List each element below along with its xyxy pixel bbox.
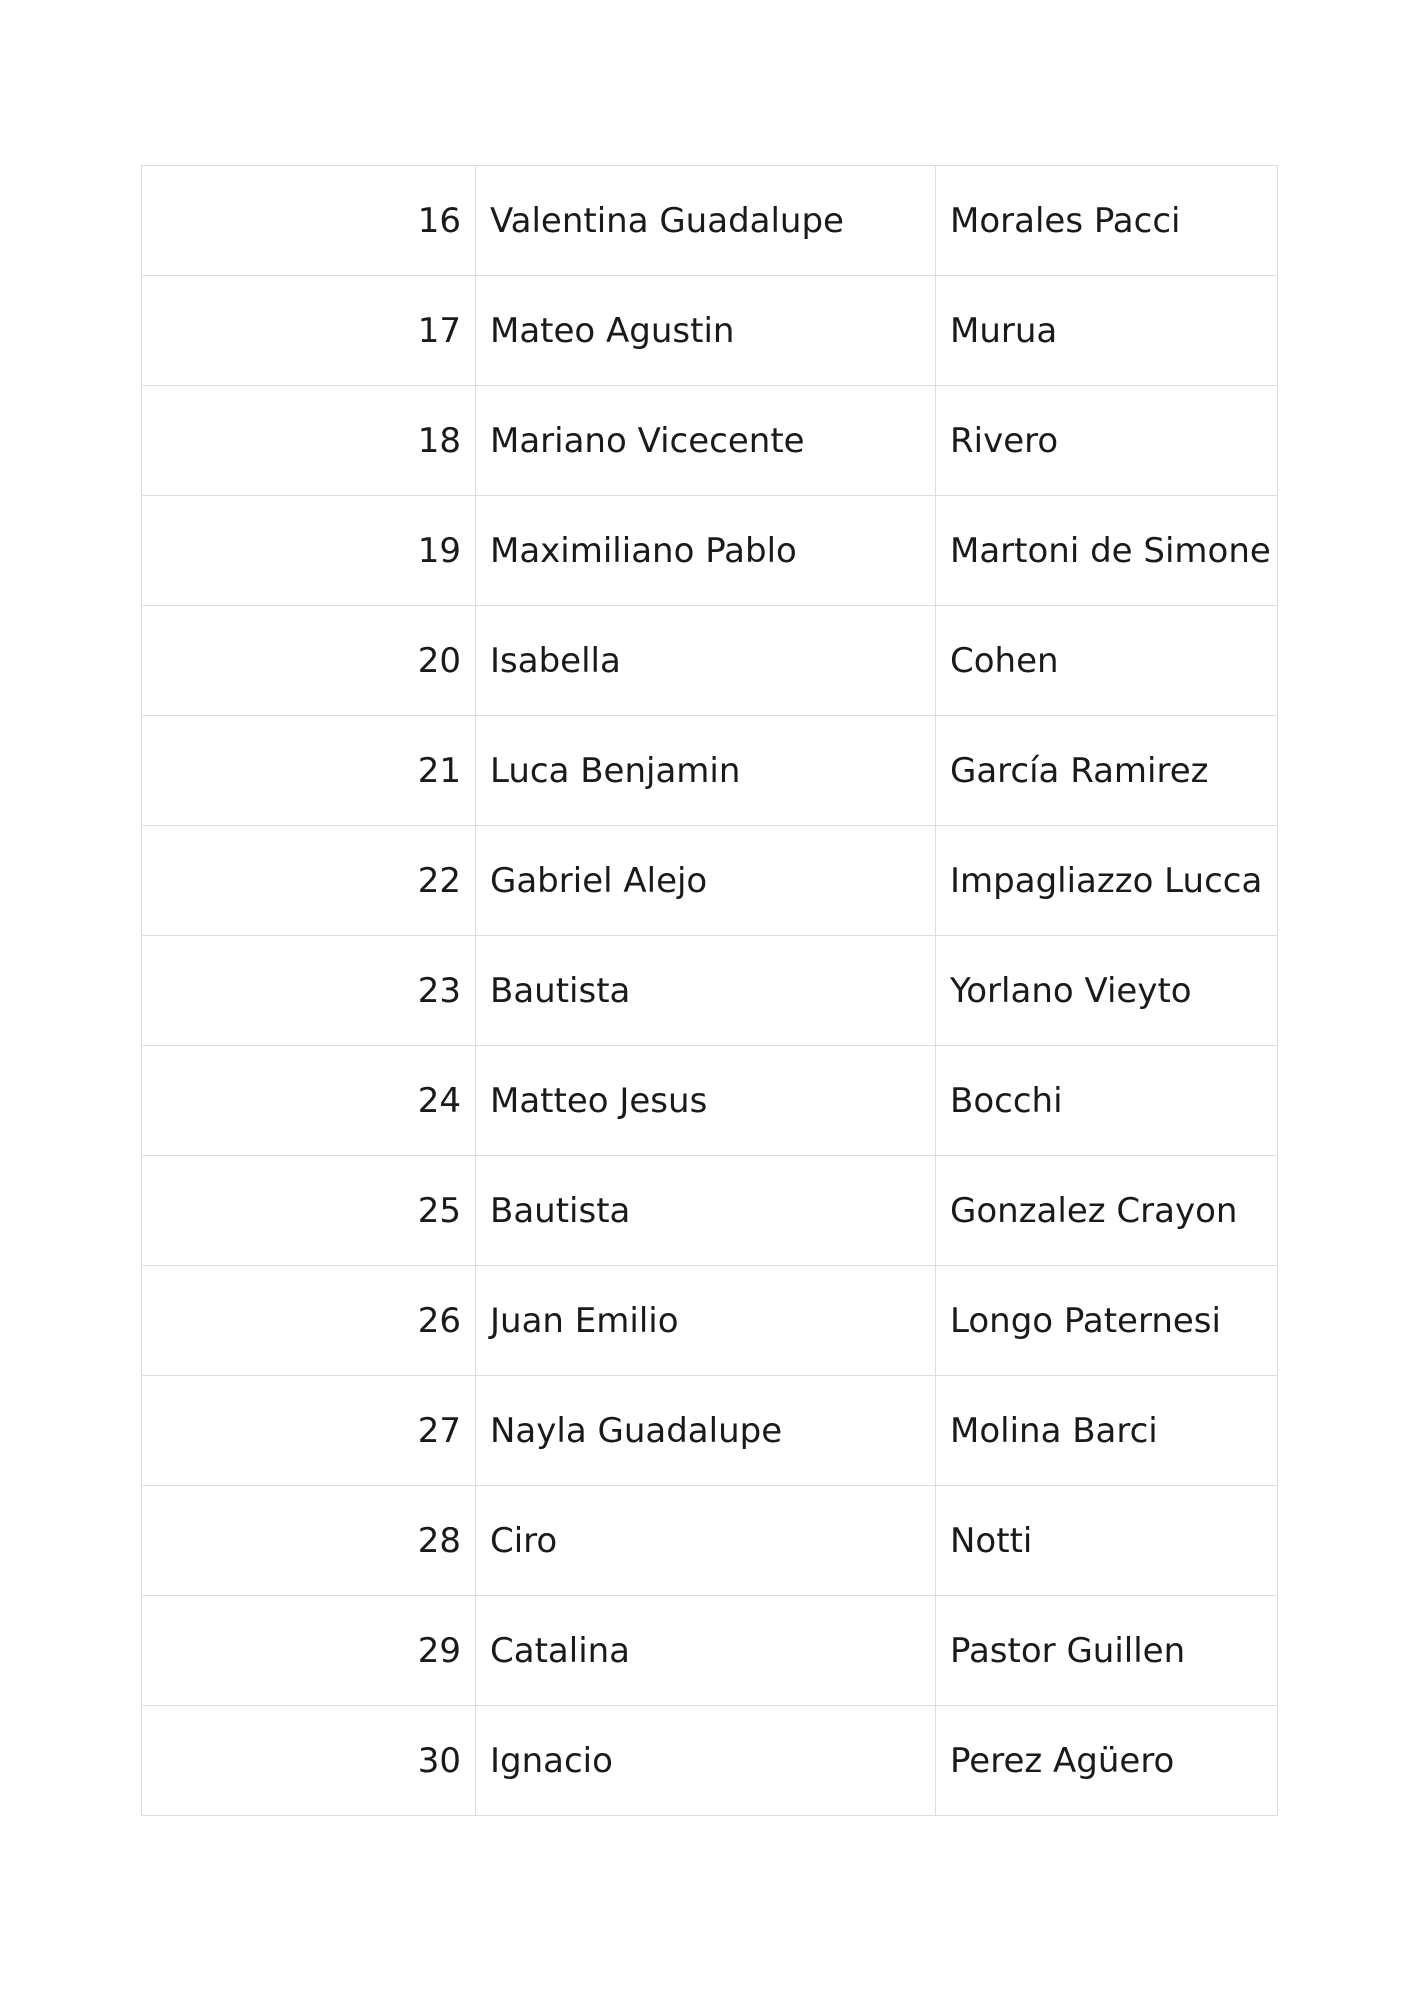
row-number: 26 xyxy=(142,1266,476,1376)
first-name: Nayla Guadalupe xyxy=(476,1376,936,1486)
first-name: Ciro xyxy=(476,1486,936,1596)
row-number: 17 xyxy=(142,276,476,386)
row-number: 19 xyxy=(142,496,476,606)
first-name: Valentina Guadalupe xyxy=(476,166,936,276)
row-number: 16 xyxy=(142,166,476,276)
first-name: Matteo Jesus xyxy=(476,1046,936,1156)
table-row xyxy=(142,1266,1278,1376)
table-row xyxy=(142,1046,1278,1156)
table-row xyxy=(142,166,1278,276)
first-name: Mariano Vicecente xyxy=(476,386,936,496)
table-row xyxy=(142,936,1278,1046)
first-name: Juan Emilio xyxy=(476,1266,936,1376)
first-name: Ignacio xyxy=(476,1706,936,1816)
row-number: 30 xyxy=(142,1706,476,1816)
row-number: 29 xyxy=(142,1596,476,1706)
last-name: Notti xyxy=(936,1486,1278,1596)
first-name: Catalina xyxy=(476,1596,936,1706)
first-name: Luca Benjamin xyxy=(476,716,936,826)
table-row xyxy=(142,1596,1278,1706)
last-name: Murua xyxy=(936,276,1278,386)
last-name: Martoni de Simone xyxy=(936,496,1278,606)
first-name: Bautista xyxy=(476,1156,936,1266)
table-row xyxy=(142,496,1278,606)
table-row xyxy=(142,386,1278,496)
last-name: Pastor Guillen xyxy=(936,1596,1278,1706)
table-row xyxy=(142,826,1278,936)
student-roster-table xyxy=(141,165,1278,1816)
table-row xyxy=(142,1376,1278,1486)
row-number: 22 xyxy=(142,826,476,936)
last-name: Perez Agüero xyxy=(936,1706,1278,1816)
first-name: Mateo Agustin xyxy=(476,276,936,386)
row-number: 20 xyxy=(142,606,476,716)
last-name: Cohen xyxy=(936,606,1278,716)
last-name: Morales Pacci xyxy=(936,166,1278,276)
last-name: Yorlano Vieyto xyxy=(936,936,1278,1046)
last-name: Gonzalez Crayon xyxy=(936,1156,1278,1266)
row-number: 21 xyxy=(142,716,476,826)
last-name: Bocchi xyxy=(936,1046,1278,1156)
row-number: 28 xyxy=(142,1486,476,1596)
first-name: Isabella xyxy=(476,606,936,716)
row-number: 24 xyxy=(142,1046,476,1156)
table-row xyxy=(142,1156,1278,1266)
table-row xyxy=(142,1486,1278,1596)
table-row xyxy=(142,716,1278,826)
roster-table-body xyxy=(142,166,1278,1816)
row-number: 27 xyxy=(142,1376,476,1486)
table-row xyxy=(142,1706,1278,1816)
last-name: Molina Barci xyxy=(936,1376,1278,1486)
first-name: Gabriel Alejo xyxy=(476,826,936,936)
last-name: García Ramirez xyxy=(936,716,1278,826)
first-name: Bautista xyxy=(476,936,936,1046)
first-name: Maximiliano Pablo xyxy=(476,496,936,606)
row-number: 23 xyxy=(142,936,476,1046)
last-name: Longo Paternesi xyxy=(936,1266,1278,1376)
table-row xyxy=(142,606,1278,716)
last-name: Rivero xyxy=(936,386,1278,496)
last-name: Impagliazzo Lucca xyxy=(936,826,1278,936)
table-row xyxy=(142,276,1278,386)
row-number: 18 xyxy=(142,386,476,496)
row-number: 25 xyxy=(142,1156,476,1266)
